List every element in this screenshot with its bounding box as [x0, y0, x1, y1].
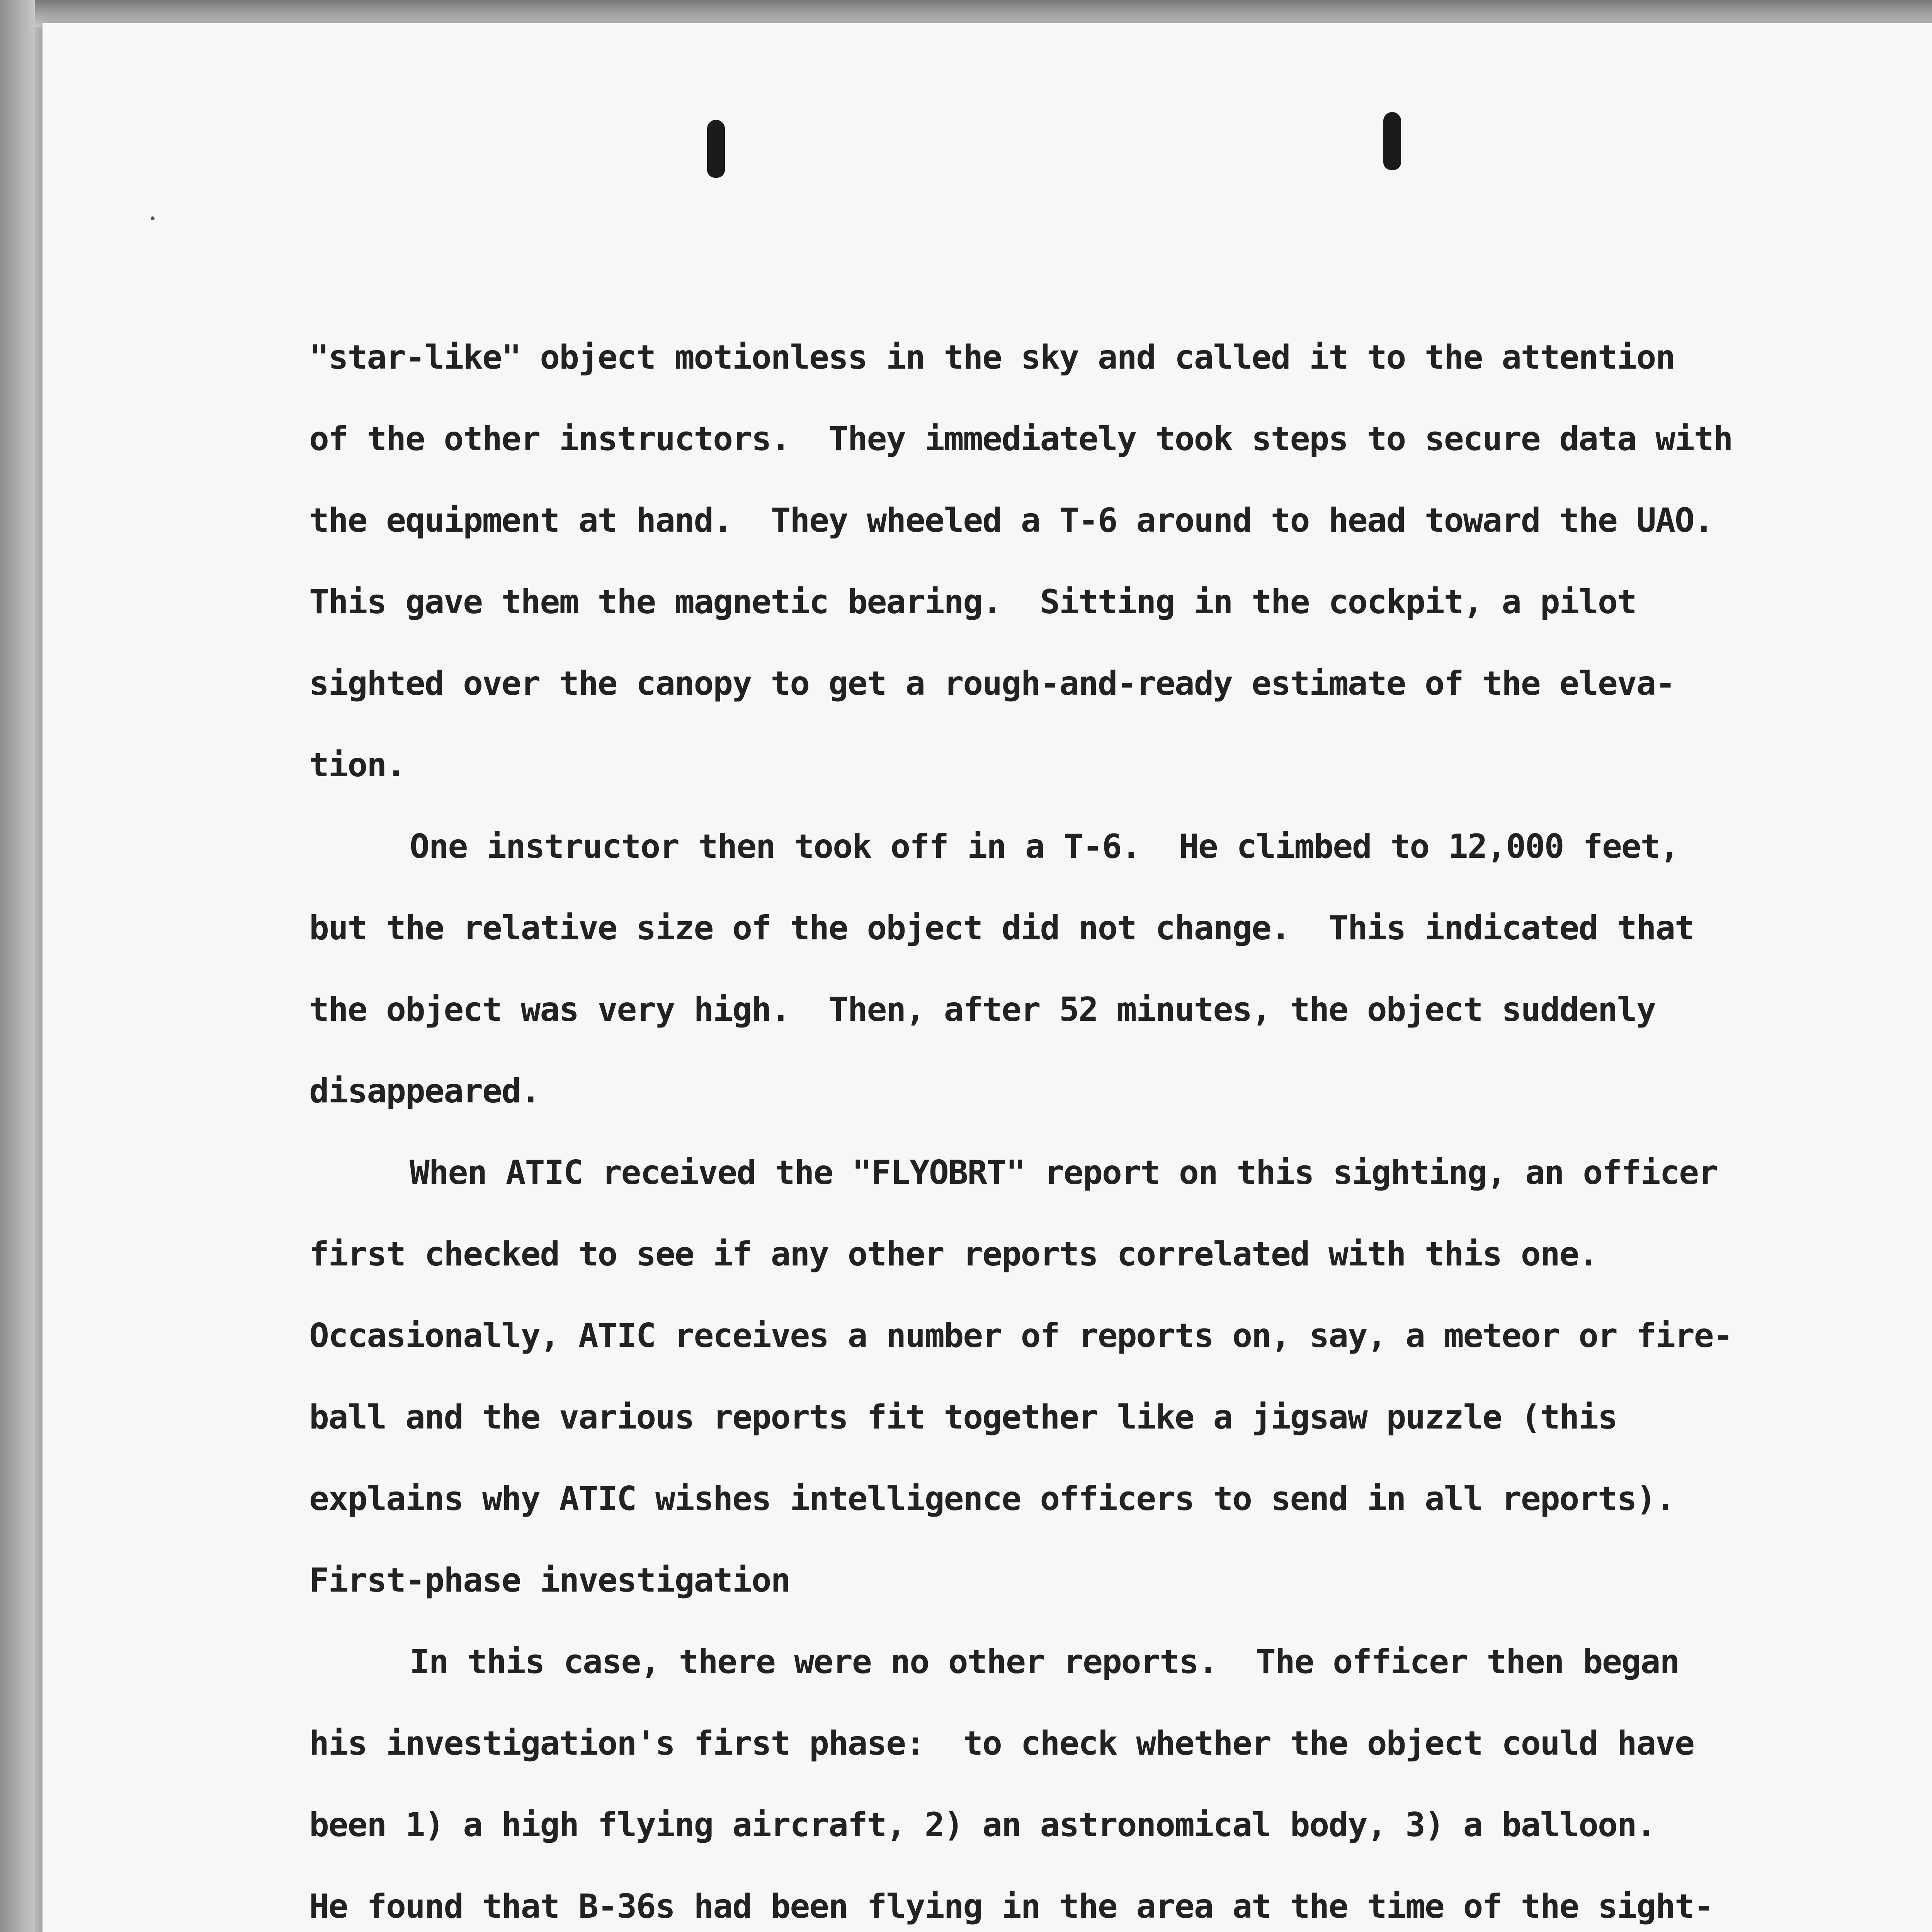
text-line: disappeared.	[309, 1072, 540, 1111]
text-line: his investigation's first phase: to check whether the object could have	[309, 1724, 1694, 1763]
punch-hole-left	[707, 120, 725, 178]
text-line: been 1) a high flying aircraft, 2) an astronomical body, 3) a balloon.	[309, 1806, 1656, 1844]
paper-speck	[151, 216, 155, 220]
text-line: "star-like" object motionless in the sky and called it to the attention	[309, 338, 1675, 377]
text-line: One instructor then took off in a T-6. He climbed to 12,000 feet,	[410, 827, 1679, 866]
text-line: the object was very high. Then, after 52 minutes, the object suddenly	[309, 990, 1656, 1029]
text-line: tion.	[309, 746, 405, 784]
text-line: the equipment at hand. They wheeled a T-6 around to head toward the UAO.	[309, 501, 1713, 540]
text-line: In this case, there were no other reports. The officer then began	[410, 1643, 1679, 1681]
document-page	[43, 23, 1932, 1932]
text-line: When ATIC received the "FLYOBRT" report on this sighting, an officer	[410, 1153, 1718, 1192]
text-line: sighted over the canopy to get a rough-and-ready estimate of the eleva-	[309, 664, 1675, 703]
text-line: but the relative size of the object did not change. This indicated that	[309, 909, 1694, 947]
text-line: Occasionally, ATIC receives a number of reports on, say, a meteor or fire-	[309, 1316, 1733, 1355]
text-line: ball and the various reports fit together like a jigsaw puzzle (this	[309, 1398, 1617, 1437]
text-line: explains why ATIC wishes intelligence officers to send in all reports).	[309, 1480, 1675, 1518]
punch-hole-right	[1383, 112, 1401, 170]
scan-edge-left	[0, 0, 35, 1932]
typewritten-text-block	[309, 317, 1932, 1932]
text-line: first checked to see if any other reports correlated with this one.	[309, 1235, 1598, 1274]
text-line: This gave them the magnetic bearing. Sitting in the cockpit, a pilot	[309, 583, 1636, 621]
text-line: He found that B-36s had been flying in the area at the time of the sight-	[309, 1887, 1713, 1926]
text-line: First-phase investigation	[309, 1561, 790, 1600]
text-line: of the other instructors. They immediately took steps to secure data with	[309, 420, 1733, 458]
